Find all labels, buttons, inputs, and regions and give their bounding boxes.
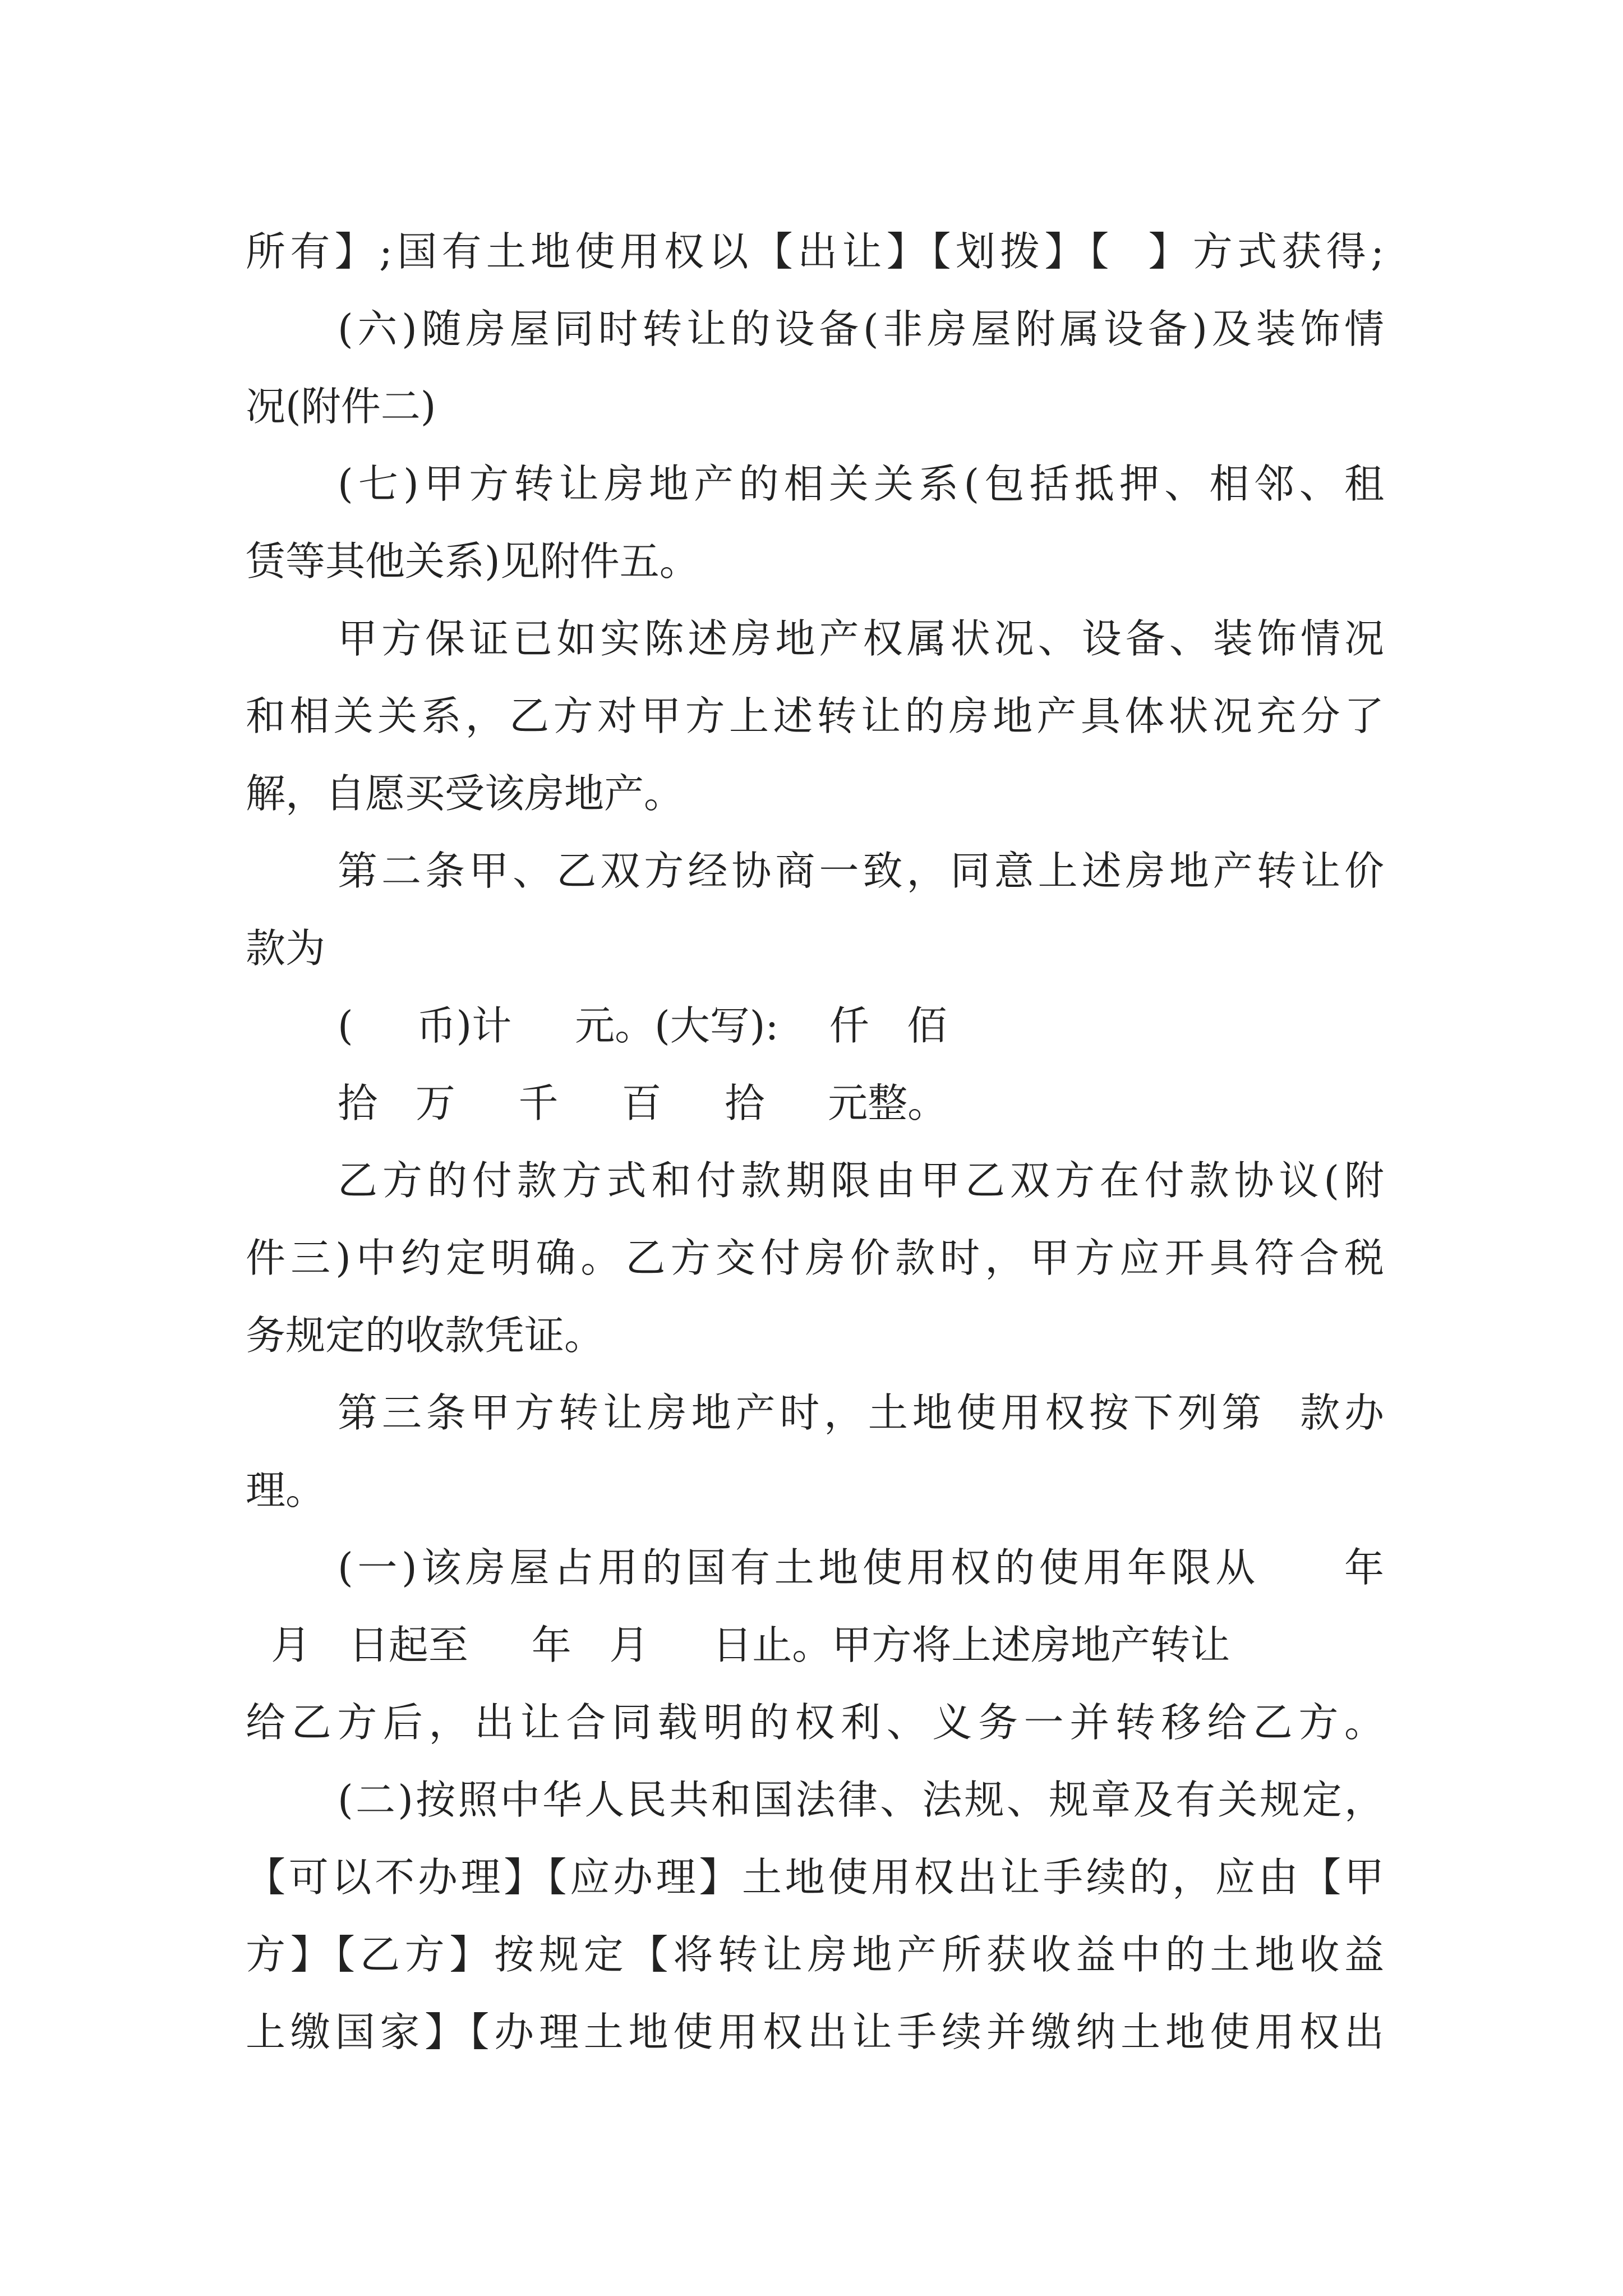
text-line-24: 上缴国家】【办理土地使用权出让手续并缴纳土地使用权出 [246, 2009, 1384, 2055]
text-line-12: 拾 万 千 百 拾 元整。 [338, 1080, 948, 1126]
text-line-19: 月 日起至 年 月 日止。甲方将上述房地产转让 [246, 1622, 1230, 1668]
text-line-11: ( 币)计 元。(大写): 仟 佰 [338, 1002, 947, 1049]
text-line-18: (一)该房屋占用的国有土地使用权的使用年限从 年 [338, 1544, 1384, 1591]
text-line-16: 第三条甲方转让房地产时，土地使用权按下列第 款办 [338, 1389, 1384, 1436]
text-line-1: 所有】;国有土地使用权以【出让】【划拨】【 】方式获得; [246, 228, 1384, 275]
document-body [246, 213, 1384, 2071]
text-line-22: 【可以不办理】【应办理】土地使用权出让手续的，应由【甲 [246, 1854, 1384, 1901]
text-line-21: (二)按照中华人民共和国法律、法规、规章及有关规定， [338, 1777, 1384, 1823]
text-line-4: (七)甲方转让房地产的相关关系(包括抵押、相邻、租 [338, 461, 1384, 507]
text-line-3: 况(附件二) [246, 383, 436, 430]
text-line-7: 和相关关系，乙方对甲方上述转让的房地产具体状况充分了 [246, 693, 1384, 739]
text-line-15: 务规定的收款凭证。 [246, 1312, 605, 1359]
text-line-9: 第二条甲、乙双方经协商一致，同意上述房地产转让价 [338, 848, 1384, 894]
text-line-23: 方】【乙方】按规定【将转让房地产所获收益中的土地收益 [246, 1931, 1384, 1978]
text-line-14: 件三)中约定明确。乙方交付房价款时，甲方应开具符合税 [246, 1235, 1384, 1281]
text-line-17: 理。 [246, 1467, 326, 1513]
text-line-6: 甲方保证已如实陈述房地产权属状况、设备、装饰情况 [338, 615, 1384, 662]
text-line-5: 赁等其他关系)见附件五。 [246, 538, 699, 585]
text-line-2: (六)随房屋同时转让的设备(非房屋附属设备)及装饰情 [338, 306, 1384, 352]
text-line-13: 乙方的付款方式和付款期限由甲乙双方在付款协议(附 [338, 1157, 1384, 1204]
text-line-20: 给乙方后，出让合同载明的权利、义务一并转移给乙方。 [246, 1699, 1384, 1746]
text-line-8: 解，自愿买受该房地产。 [246, 770, 684, 817]
text-line-10: 款为 [246, 925, 326, 972]
